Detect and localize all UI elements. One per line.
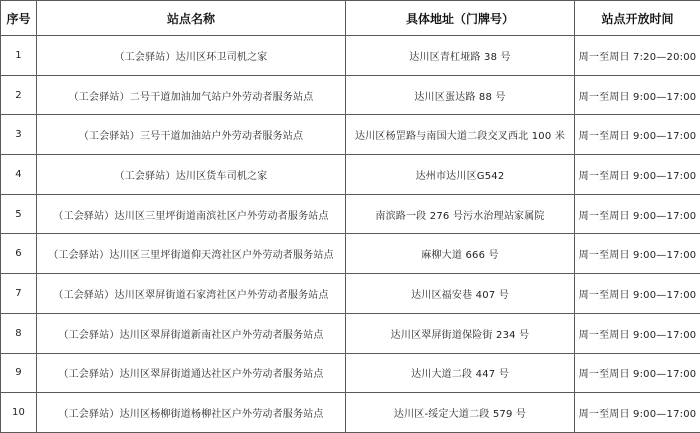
cell-address: 南滨路一段 276 号污水治理站家属院: [346, 194, 575, 234]
cell-no: 6: [1, 234, 37, 274]
cell-open-hours: 周一至周日 9:00—17:00: [575, 353, 700, 393]
cell-open-hours: 周一至周日 9:00—17:00: [575, 393, 700, 433]
cell-open-hours: 周一至周日 9:00—17:00: [575, 155, 700, 195]
cell-station-name: （工会驿站）达川区环卫司机之家: [37, 36, 346, 76]
table-row: [1, 234, 700, 274]
cell-open-hours: 周一至周日 9:00—17:00: [575, 115, 700, 155]
cell-no: 10: [1, 393, 37, 433]
cell-address: 达川区福安巷 407 号: [346, 274, 575, 314]
cell-no: 7: [1, 274, 37, 314]
header-address: 具体地址（门牌号）: [346, 1, 575, 36]
cell-no: 2: [1, 75, 37, 115]
cell-no: 8: [1, 313, 37, 353]
cell-address: 达川区杨罡路与南国大道二段交叉西北 100 米: [346, 115, 575, 155]
cell-no: 3: [1, 115, 37, 155]
cell-station-name: （工会驿站）二号干道加油加气站户外劳动者服务站点: [37, 75, 346, 115]
cell-station-name: （工会驿站）达川区三里坪街道仰天湾社区户外劳动者服务站点: [37, 234, 346, 274]
header-station-name: 站点名称: [37, 1, 346, 36]
cell-address: 达川区蛋达路 88 号: [346, 75, 575, 115]
cell-no: 9: [1, 353, 37, 393]
cell-no: 1: [1, 36, 37, 76]
cell-address: 达川区翠屏街道保险街 234 号: [346, 313, 575, 353]
cell-no: 4: [1, 155, 37, 195]
cell-address: 达川大道二段 447 号: [346, 353, 575, 393]
cell-station-name: （工会驿站）达川区杨柳街道杨柳社区户外劳动者服务站点: [37, 393, 346, 433]
table-row: [1, 353, 700, 393]
table-row: [1, 115, 700, 155]
table-header-row: [1, 1, 700, 36]
cell-station-name: （工会驿站）达川区翠屏街道石家湾社区户外劳动者服务站点: [37, 274, 346, 314]
table-row: [1, 313, 700, 353]
cell-open-hours: 周一至周日 9:00—17:00: [575, 274, 700, 314]
cell-open-hours: 周一至周日 9:00—17:00: [575, 194, 700, 234]
cell-address: 达川区青杠垭路 38 号: [346, 36, 575, 76]
table-row: [1, 155, 700, 195]
header-no: 序号: [1, 1, 37, 36]
table-row: [1, 36, 700, 76]
cell-station-name: （工会驿站）三号干道加油站户外劳动者服务站点: [37, 115, 346, 155]
cell-station-name: （工会驿站）达川区翠屏街道新南社区户外劳动者服务站点: [37, 313, 346, 353]
cell-address: 达川区-绥定大道二段 579 号: [346, 393, 575, 433]
cell-open-hours: 周一至周日 9:00—17:00: [575, 75, 700, 115]
header-open-hours: 站点开放时间: [575, 1, 700, 36]
cell-station-name: （工会驿站）达川区三里坪街道南滨社区户外劳动者服务站点: [37, 194, 346, 234]
cell-open-hours: 周一至周日 9:00—17:00: [575, 234, 700, 274]
table-row: [1, 75, 700, 115]
cell-station-name: （工会驿站）达川区货车司机之家: [37, 155, 346, 195]
cell-station-name: （工会驿站）达川区翠屏街道通达社区户外劳动者服务站点: [37, 353, 346, 393]
cell-open-hours: 周一至周日 7:20—20:00: [575, 36, 700, 76]
cell-address: 达州市达川区G542: [346, 155, 575, 195]
cell-address: 麻柳大道 666 号: [346, 234, 575, 274]
cell-no: 5: [1, 194, 37, 234]
table-row: [1, 393, 700, 433]
cell-open-hours: 周一至周日 9:00—17:00: [575, 313, 700, 353]
table-row: [1, 194, 700, 234]
table-row: [1, 274, 700, 314]
